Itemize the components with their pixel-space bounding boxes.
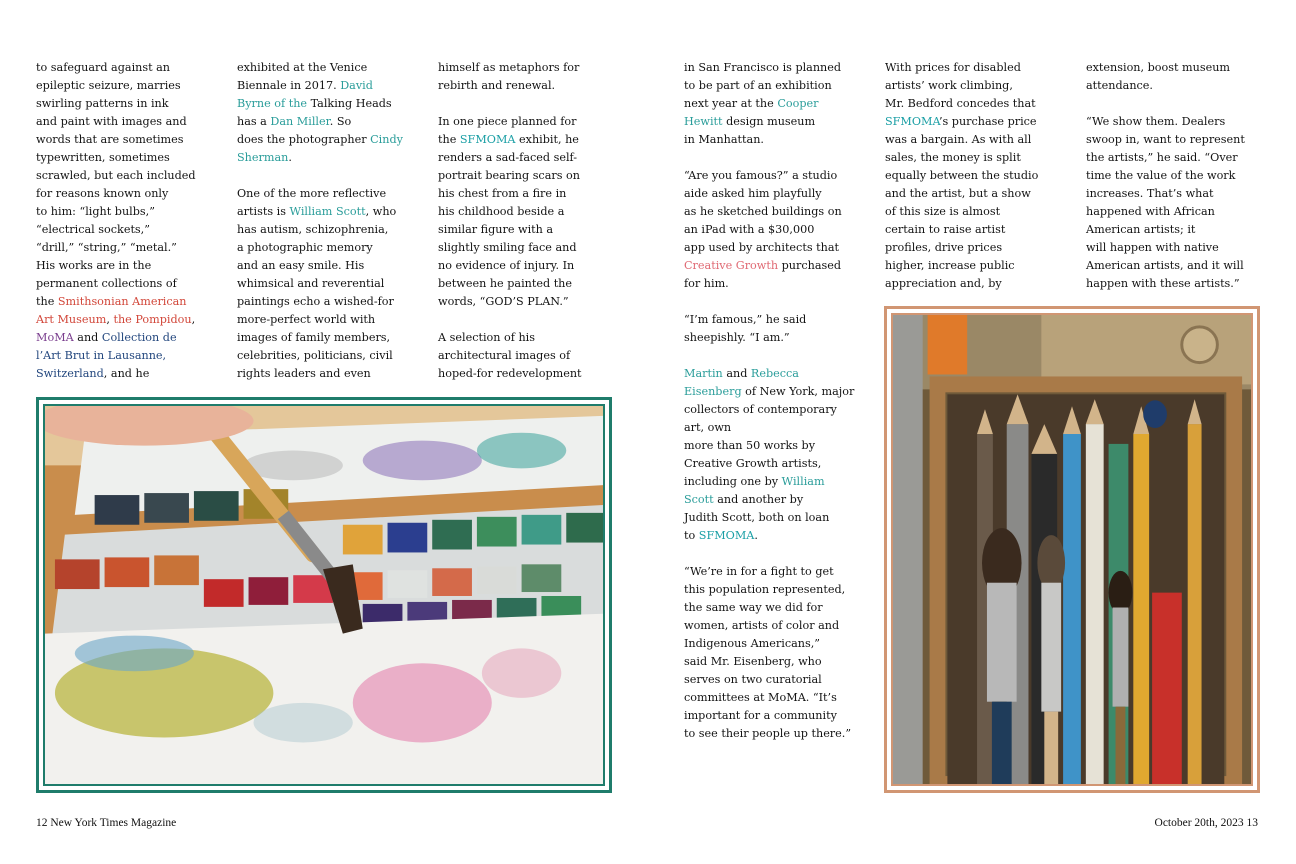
entity-link[interactable]: Cindy Sherman — [237, 133, 403, 164]
body-text: , — [191, 313, 196, 326]
text-column-3 — [438, 59, 603, 383]
body-text: design museum in Manhattan. — [684, 115, 816, 146]
entity-link[interactable]: SFMOMA — [885, 115, 939, 128]
body-text: . So does the photographer — [237, 115, 367, 146]
watercolor-photo-frame — [36, 397, 612, 793]
entity-link[interactable]: SFMOMA — [459, 133, 516, 146]
paragraph — [684, 59, 869, 149]
body-text: of New York, major collectors of contemporary art, own more than 50 works by Creative Growth artists, including one by — [684, 385, 855, 488]
body-text: “We show them. Dealers swoop in, want to represent the artists,” he said. “Over time the value of the work increases. That’s what happened with African American artists; it will happen with native American artists, and it will happen with these artists.” — [1086, 115, 1245, 290]
body-text: One of the more reflective artists is — [237, 187, 387, 218]
body-text: “Are you famous?” a studio aide asked him playfully as he sketched buildings on an iPad with a $30,000 app used by architects that — [684, 169, 842, 254]
body-text: and — [722, 367, 751, 380]
entity-link[interactable]: Dan Miller — [270, 115, 330, 128]
text-column-1 — [36, 59, 211, 383]
paragraph — [1086, 59, 1266, 95]
body-text: and — [73, 331, 102, 344]
folio-right: October 20th, 2023 13 — [1154, 817, 1258, 829]
body-text: A selection of his architectural images of hoped-for redevelopment — [438, 331, 582, 380]
body-text: . — [754, 529, 758, 542]
paragraph — [438, 329, 603, 383]
entity-link[interactable]: Cooper Hewitt — [684, 97, 819, 128]
body-text: exhibit, he renders a sad-faced self- portrait bearing scars on his chest from a fire in his childhood beside a similar figure with a slightly smiling face and no evidence of injury. In between he painted the words, “GOD’S PLAN.” — [438, 133, 580, 308]
pencils-photo-frame — [884, 306, 1260, 793]
text-column-4 — [684, 59, 869, 743]
entity-link[interactable]: David Byrne of the — [237, 79, 373, 110]
paragraph — [1086, 113, 1266, 293]
body-text: With prices for disabled artists’ work climbing, Mr. Bedford concedes that — [885, 61, 1036, 110]
paragraph — [684, 365, 869, 545]
paragraph — [438, 59, 603, 95]
body-text: to safeguard against an epileptic seizure, marries swirling patterns in ink and paint with images and words that are sometimes typewritten, sometimes scrawled, but each included for reasons known only to him: “light bulbs,” “electrical sockets,” “drill,” “string,” “metal.” His works are in the permanent collections of the — [36, 61, 196, 308]
entity-link[interactable]: MoMA — [36, 331, 74, 344]
entity-link[interactable]: the Pompidou — [113, 313, 192, 326]
entity-link[interactable]: Rebecca Eisenberg — [684, 367, 799, 398]
entity-link[interactable]: Smithsonian American Art Museum — [36, 295, 187, 326]
entity-link[interactable]: William Scott — [289, 205, 366, 218]
paragraph — [684, 311, 869, 347]
entity-link[interactable]: Collection de l’Art Brut in Lausanne, Switzerland — [36, 331, 177, 380]
entity-link[interactable]: Martin — [684, 367, 723, 380]
text-column-2 — [237, 59, 417, 383]
paragraph — [684, 167, 869, 293]
body-text: ’s purchase price was a bargain. As with all sales, the money is split equally between the studio and the artist, but a show of this size is almost certain to raise artist profiles, drive prices higher, increase public appreciation and, by — [885, 115, 1039, 290]
body-text: and another by Judith Scott, both on loan to — [684, 493, 830, 542]
watercolor-photo — [43, 404, 605, 786]
body-text: , and he — [103, 367, 150, 380]
body-text: “I’m famous,” he said sheepishly. “I am.” — [684, 313, 807, 344]
paragraph — [237, 185, 417, 383]
body-text: himself as metaphors for rebirth and renewal. — [438, 61, 580, 92]
body-text: “We’re in for a fight to get this population represented, the same way we did for women, artists of color and Indigenous Americans,” said Mr. Eisenberg, who serves on two curatorial committees at MoMA. “It’s important for a community to see their people up there.” — [684, 565, 852, 740]
pencils-photo — [891, 313, 1253, 786]
body-text: extension, boost museum attendance. — [1086, 61, 1231, 92]
paragraph — [36, 59, 211, 383]
body-text: In one piece planned for the — [438, 115, 577, 146]
entity-link[interactable]: SFMOMA — [698, 529, 755, 542]
body-text: purchased for him. — [684, 259, 842, 290]
body-text: Talking Heads has a — [237, 97, 392, 128]
body-text: , — [106, 313, 114, 326]
paragraph — [237, 59, 417, 167]
pencils-illustration — [893, 315, 1251, 784]
paragraph — [885, 59, 1065, 293]
folio-left: 12 New York Times Magazine — [36, 817, 177, 829]
entity-link[interactable]: Creative Growth — [684, 259, 779, 272]
text-column-5 — [885, 59, 1065, 293]
body-text: , who has autism, schizophrenia, a photographic memory and an easy smile. His whimsical and reverential paintings echo a wished-for more-perfect world with images of family members, celebrities, politicians, civil rights leaders and even — [237, 205, 397, 380]
body-text: . — [288, 151, 292, 164]
body-text: exhibited at the Venice Biennale in 2017. — [237, 61, 368, 92]
paragraph — [438, 113, 603, 311]
body-text: in San Francisco is planned to be part of an exhibition next year at the — [684, 61, 842, 110]
entity-link[interactable]: William Scott — [684, 475, 825, 506]
watercolor-illustration — [45, 406, 603, 784]
paragraph — [684, 563, 869, 743]
text-column-6 — [1086, 59, 1266, 293]
